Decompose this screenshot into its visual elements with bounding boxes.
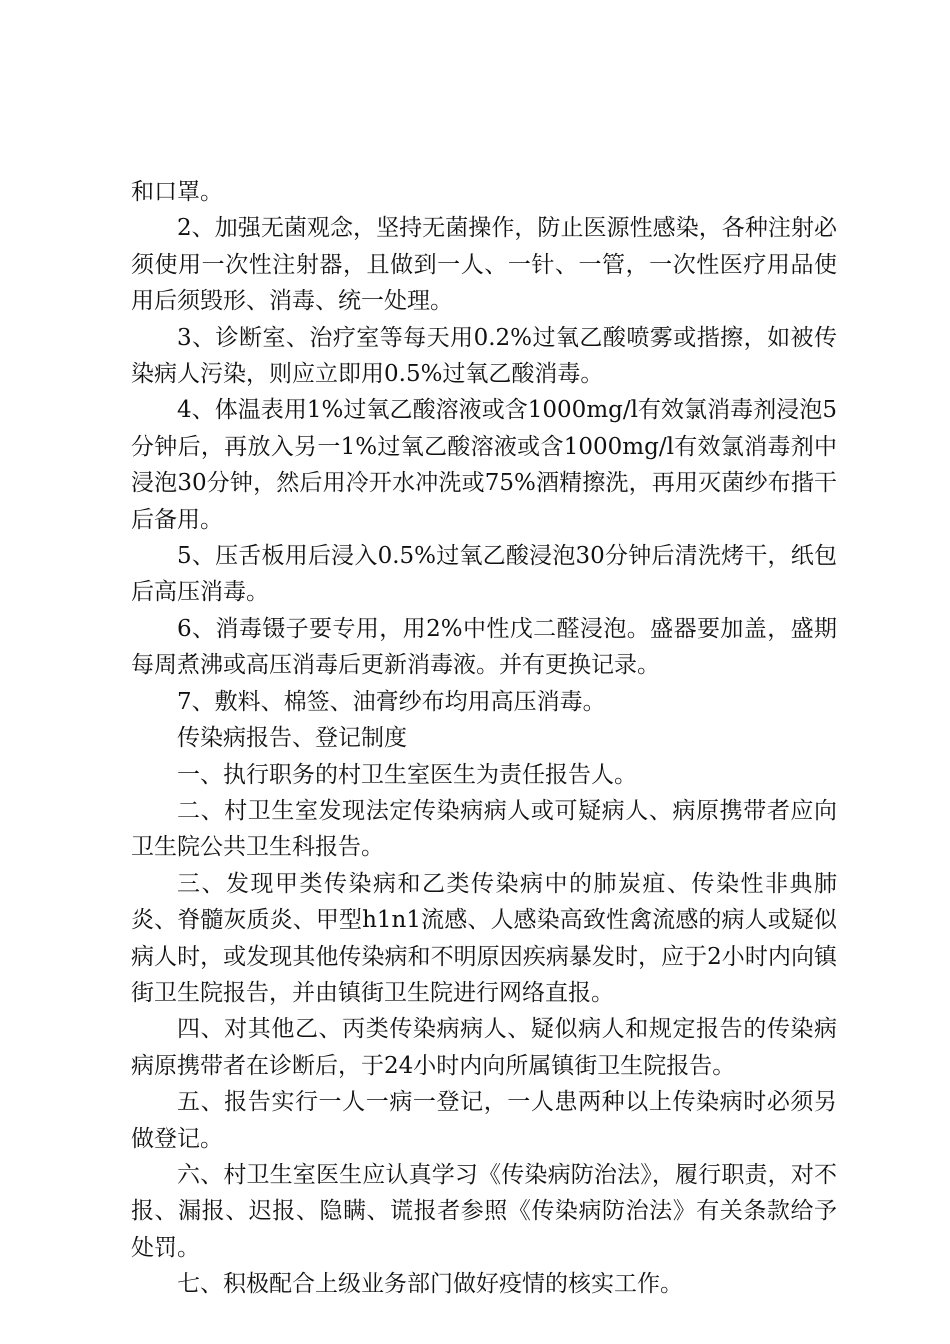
paragraph-item-6: 6、消毒镊子要专用，用2%中性戊二醛浸泡。盛器要加盖，盛期每周煮沸或高压消毒后更新消毒液。并有更换记录。 <box>131 615 837 679</box>
rule-item-6: 六、村卫生室医生应认真学习《传染病防治法》，履行职责，对不报、漏报、迟报、隐瞒、谎报者参照《传染病防治法》有关条款给予处罚。 <box>131 1161 837 1261</box>
rule-item-7: 七、积极配合上级业务部门做好疫情的核实工作。 <box>177 1271 683 1298</box>
paragraph-item-4: 4、体温表用1%过氧乙酸溶液或含1000mg/l有效氯消毒剂浸泡5分钟后，再放入另一1%过氧乙酸溶液或含1000mg/l有效氯消毒剂中浸泡30分钟，然后用冷开水冲洗或75%酒精擦洗，再用灭菌纱布揩干后备用。 <box>131 397 837 533</box>
paragraph-item-7: 7、敷料、棉签、油膏纱布均用高压消毒。 <box>177 688 606 715</box>
section-heading: 传染病报告、登记制度 <box>177 725 407 752</box>
rule-item-4: 四、对其他乙、丙类传染病病人、疑似病人和规定报告的传染病病原携带者在诊断后，于24小时内向所属镇街卫生院报告。 <box>131 1016 837 1079</box>
rule-item-3: 三、发现甲类传染病和乙类传染病中的肺炭疽、传染性非典肺炎、脊髓灰质炎、甲型h1n1流感、人感染高致性禽流感的病人或疑似病人时，或发现其他传染病和不明原因疾病暴发时，应于2小时内向镇街卫生院报告，并由镇街卫生院进行网络直报。 <box>131 870 837 1006</box>
rule-item-2: 二、村卫生室发现法定传染病病人或可疑病人、病原携带者应向卫生院公共卫生科报告。 <box>131 797 837 861</box>
paragraph-continuation: 和口罩。 <box>131 179 223 205</box>
paragraph-item-2: 2、加强无菌观念，坚持无菌操作，防止医源性感染，各种注射必须使用一次性注射器，且做到一人、一针、一管，一次性医疗用品使用后须毁形、消毒、统一处理。 <box>131 215 837 315</box>
document-body <box>131 174 837 1303</box>
rule-item-1: 一、执行职务的村卫生室医生为责任报告人。 <box>177 761 637 788</box>
paragraph-item-3: 3、诊断室、治疗室等每天用0.2%过氧乙酸喷雾或揩擦，如被传染病人污染，则应立即用0.5%过氧乙酸消毒。 <box>131 324 837 388</box>
paragraph-item-5: 5、压舌板用后浸入0.5%过氧乙酸浸泡30分钟后清洗烤干，纸包后高压消毒。 <box>131 543 837 606</box>
rule-item-5: 五、报告实行一人一病一登记，一人患两种以上传染病时必须另做登记。 <box>131 1089 837 1152</box>
